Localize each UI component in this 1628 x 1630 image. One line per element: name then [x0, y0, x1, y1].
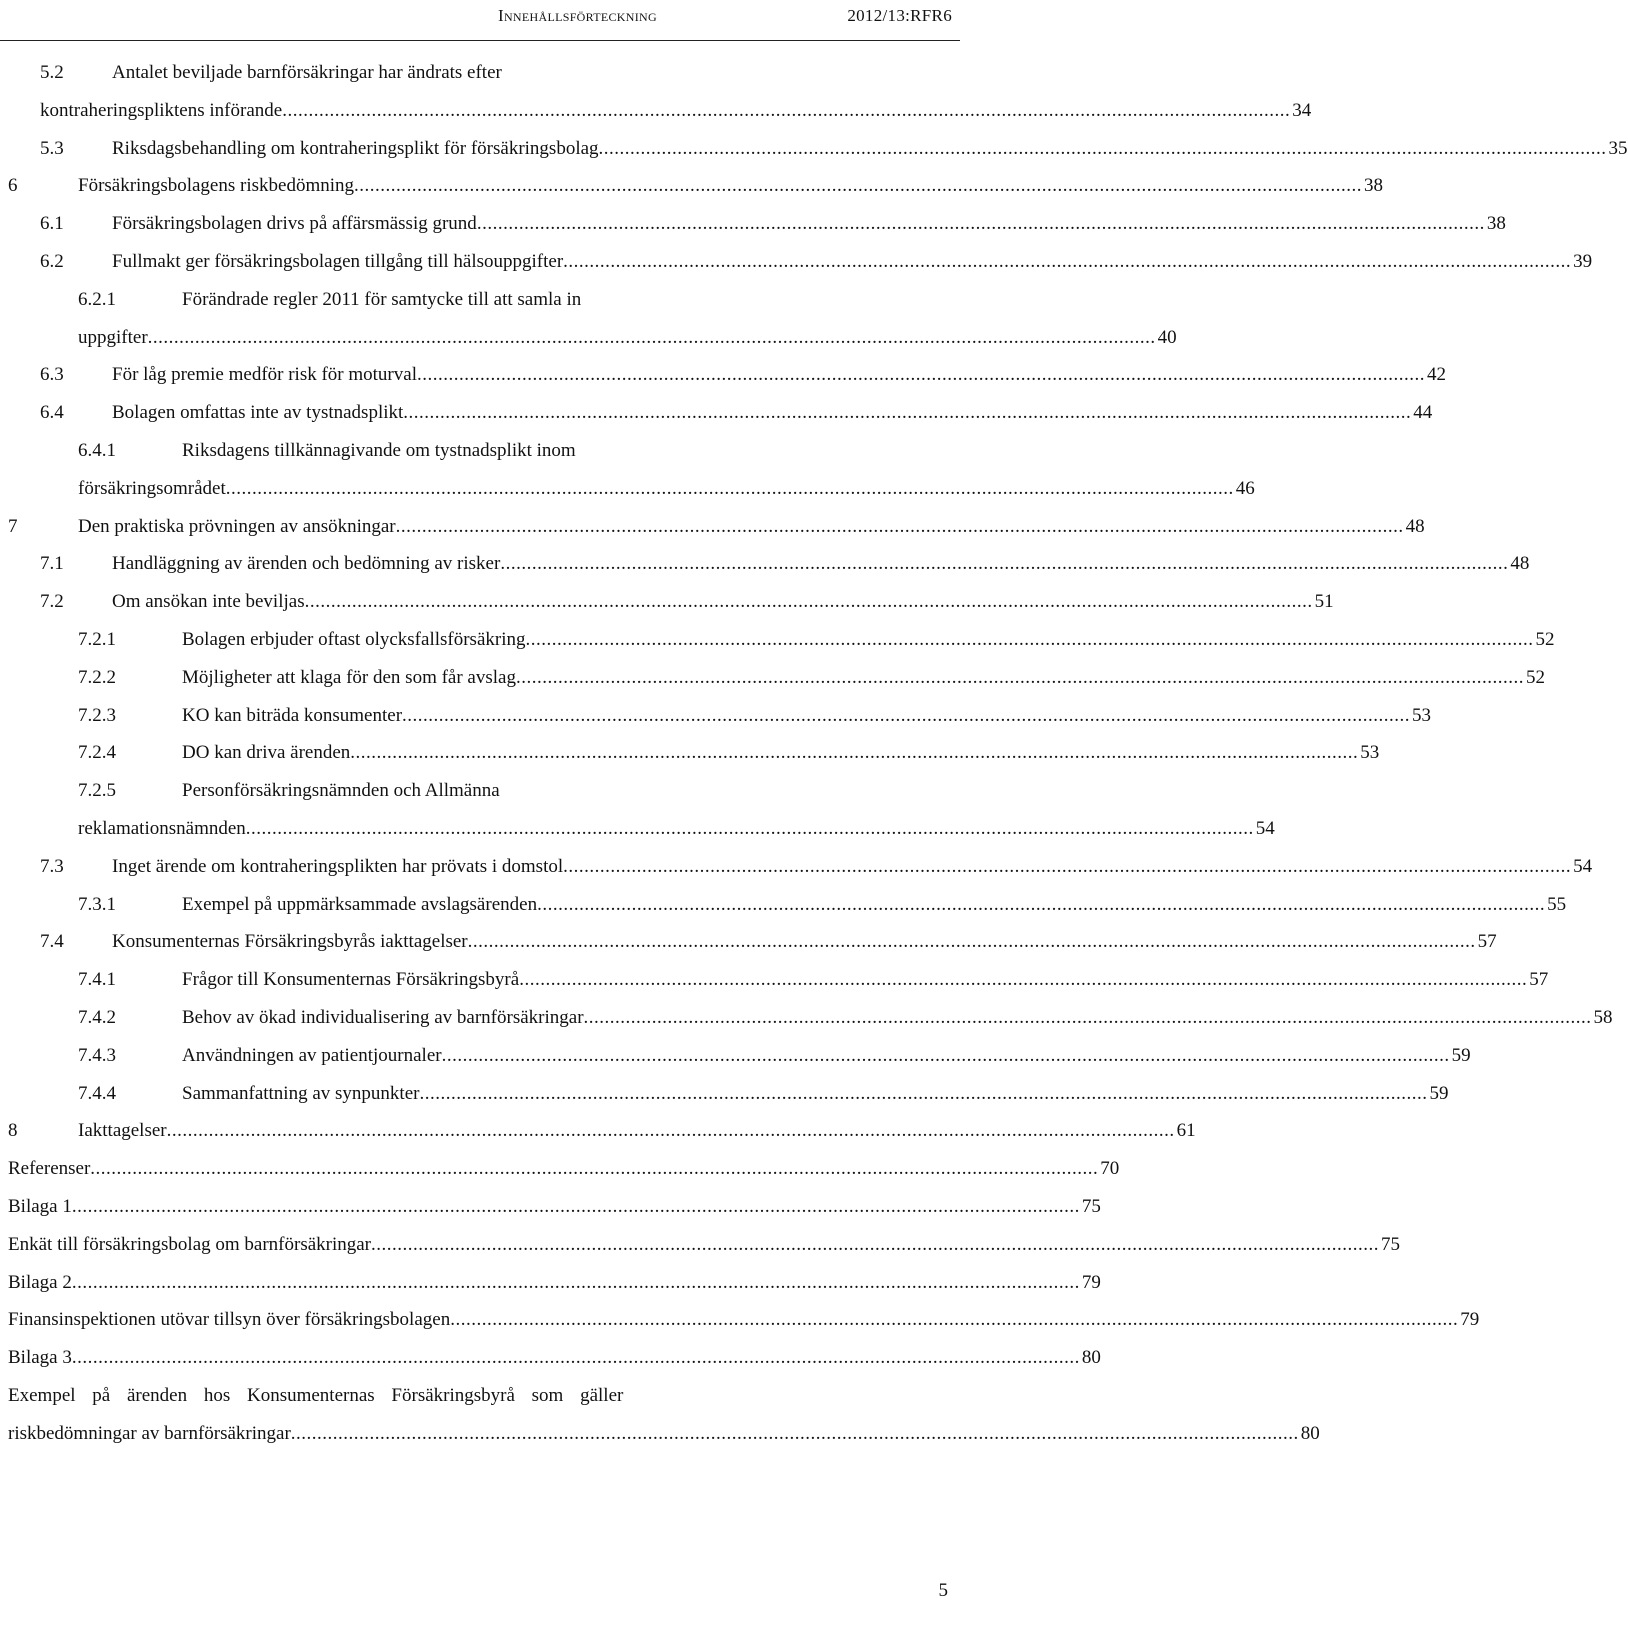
toc-entry-page: 53 [1412, 704, 1432, 726]
toc-entry[interactable] [0, 776, 728, 806]
toc-entry-page: 48 [1405, 515, 1425, 537]
toc-entry-title: Antalet beviljade barnförsäkringar har ändrats efter [112, 62, 502, 83]
toc-entry-title: Bolagen erbjuder oftast olycksfallsförsäkring [182, 629, 526, 650]
toc-entry-page: 75 [1081, 1196, 1101, 1217]
toc-entry-title: Bolagen omfattas inte av tystnadsplikt [112, 402, 404, 424]
toc-entry[interactable] [0, 927, 1497, 957]
toc-entry[interactable] [0, 171, 1384, 201]
toc-entry-page: 80 [1081, 1347, 1101, 1369]
dot-leader [226, 474, 1234, 504]
dot-leader [563, 247, 1571, 277]
toc-entry-title: Enkät till försäkringsbolag om barnförsäkringar [8, 1233, 372, 1255]
toc-entry-continuation[interactable] [0, 1419, 1320, 1449]
toc-entry-page: 58 [1593, 1007, 1613, 1028]
page-number: 5 [938, 1580, 948, 1601]
toc-entry-title: Behov av ökad individualisering av barnförsäkringar [182, 1007, 584, 1028]
toc-entry-number: 7.3.1 [78, 893, 116, 915]
header-rule [0, 40, 960, 41]
toc-entry-number: 7.2.4 [78, 742, 116, 764]
toc-entry-title: Om ansökan inte beviljas [112, 591, 305, 613]
toc-entry-title: Möjligheter att klaga för den som får avslag [182, 666, 516, 688]
toc-entry-page: 40 [1157, 326, 1177, 348]
running-header-docid: 2012/13:RFR6 [847, 6, 952, 25]
toc-entry-title: Iakttagelser [78, 1120, 167, 1142]
dot-leader [402, 701, 1410, 731]
dot-leader [371, 1230, 1379, 1260]
toc-entry-title-continued: uppgifter [78, 326, 148, 348]
toc-entry-page: 57 [1477, 931, 1497, 953]
dot-leader [417, 360, 1425, 390]
toc-entry-page: 79 [1460, 1309, 1480, 1331]
toc-entry-title: Sammanfattning av synpunkter [182, 1082, 420, 1104]
toc-entry-title: Försäkringsbolagen drivs på affärsmässig grund [112, 213, 477, 235]
toc-entry-page: 46 [1235, 477, 1255, 499]
toc-entry[interactable] [0, 663, 1545, 693]
dot-leader [396, 512, 1404, 542]
toc-entry-page: 42 [1426, 364, 1446, 386]
toc-entry[interactable] [0, 285, 728, 315]
toc-entry-number: 5.3 [40, 137, 64, 159]
dot-leader [72, 1268, 1080, 1298]
toc-entry-page: 44 [1413, 402, 1433, 424]
toc-entry[interactable] [0, 360, 1446, 390]
running-header-title: Innehållsförteckning [498, 6, 657, 25]
toc-entry-number: 7.3 [40, 855, 64, 877]
toc-entry-continuation[interactable] [0, 96, 1312, 126]
toc-entry-title: Exempel på uppmärksammade avslagsärenden [182, 893, 538, 915]
toc-entry-number: 7.2.5 [78, 780, 116, 802]
toc-entry-number: 6.2 [40, 251, 64, 272]
toc-entry-number: 7.4 [40, 931, 64, 953]
toc-entry-page: 35 [1608, 137, 1628, 159]
toc-entry[interactable] [0, 1230, 1401, 1260]
toc-entry-page: 52 [1535, 629, 1555, 650]
toc-entry-continuation[interactable] [0, 474, 1255, 504]
dot-leader [72, 1192, 1080, 1222]
dot-leader [291, 1419, 1299, 1449]
dot-leader [525, 625, 1533, 655]
toc-entry-title: Exempel på ärenden hos Konsumenternas Försäkringsbyrå som gäller [8, 1385, 624, 1406]
toc-entry-number: 7.2.1 [78, 629, 116, 650]
toc-entry-title-continued: försäkringsområdet [78, 477, 226, 499]
toc-entry-number: 5.2 [40, 62, 64, 83]
toc-entry-page: 53 [1360, 742, 1380, 764]
toc-entry-title: Fullmakt ger försäkringsbolagen tillgång till hälsouppgifter [112, 251, 564, 272]
toc-entry-number: 7.2 [40, 591, 64, 613]
toc-entry-title: Handläggning av ärenden och bedömning av risker [112, 553, 501, 575]
toc-entry[interactable] [0, 1381, 728, 1411]
toc-entry[interactable] [0, 247, 1593, 277]
toc-entry-title: Referenser [8, 1158, 91, 1180]
toc-entry-number: 7.4.3 [78, 1044, 116, 1066]
toc-entry-page: 38 [1486, 213, 1506, 235]
dot-leader [148, 323, 1156, 353]
dot-leader [516, 663, 1524, 693]
toc-entry[interactable] [0, 1116, 1196, 1146]
toc-entry-number: 6 [8, 175, 18, 197]
toc-entry-number: 6.3 [40, 364, 64, 386]
toc-entry[interactable] [0, 436, 728, 466]
toc-entry[interactable] [0, 549, 1530, 579]
toc-entry-number: 6.2.1 [78, 288, 116, 310]
toc-entry-number: 8 [8, 1120, 18, 1142]
dot-leader [354, 171, 1362, 201]
toc-entry[interactable] [0, 890, 1567, 920]
toc-entry-title: Bilaga 1 [8, 1196, 72, 1217]
toc-entry[interactable] [0, 398, 1433, 428]
toc-entry-title: Förändrade regler 2011 för samtycke till att samla in [182, 288, 582, 310]
toc-entry[interactable] [0, 1343, 1101, 1373]
toc-entry-continuation[interactable] [0, 814, 1275, 844]
toc-entry-page: 61 [1176, 1120, 1196, 1142]
toc-entry-title: Användningen av patientjournaler [182, 1044, 442, 1066]
toc-entry-page: 59 [1429, 1082, 1449, 1104]
toc-entry-number: 6.1 [40, 213, 64, 235]
dot-leader [537, 890, 1545, 920]
toc-entry-page: 54 [1573, 855, 1593, 877]
toc-entry[interactable] [0, 1268, 1101, 1298]
toc-entry-number: 7.4.4 [78, 1082, 116, 1104]
dot-leader [584, 1003, 1592, 1033]
dot-leader [167, 1116, 1175, 1146]
toc-entry-page: 55 [1547, 893, 1567, 915]
toc-entry-continuation[interactable] [0, 323, 1177, 353]
dot-leader [305, 587, 1313, 617]
toc-entry-title: Bilaga 3 [8, 1347, 72, 1369]
toc-entry[interactable] [0, 1154, 1120, 1184]
dot-leader [72, 1343, 1080, 1373]
toc-entry-page: 80 [1300, 1422, 1320, 1444]
toc-entry[interactable] [0, 965, 1549, 995]
dot-leader [500, 549, 1508, 579]
dot-leader [282, 96, 1290, 126]
toc-entry-page: 54 [1255, 818, 1275, 839]
dot-leader [403, 398, 1411, 428]
toc-entry-title-continued: reklamationsnämnden [78, 818, 246, 839]
toc-entry[interactable] [0, 701, 1432, 731]
toc-entry-page: 75 [1381, 1233, 1401, 1255]
dot-leader [246, 814, 1254, 844]
toc-entry-number: 7 [8, 515, 18, 537]
toc-entry-title-continued: riskbedömningar av barnförsäkringar [8, 1422, 291, 1444]
toc-entry-page: 51 [1314, 591, 1334, 613]
toc-entry[interactable] [0, 512, 1425, 542]
toc-entry-page: 34 [1292, 99, 1312, 121]
toc-entry-title: Bilaga 2 [8, 1271, 72, 1293]
toc-entry-number: 7.2.3 [78, 704, 116, 726]
toc-entry[interactable] [0, 1041, 1471, 1071]
toc-entry-title: Den praktiska prövningen av ansökningar [78, 515, 396, 537]
dot-leader [599, 134, 1607, 164]
toc-entry-title: Personförsäkringsnämnden och Allmänna [182, 780, 500, 802]
dot-leader [477, 209, 1485, 239]
toc-entry-page: 59 [1451, 1044, 1471, 1066]
toc-entry-number: 7.4.1 [78, 969, 116, 991]
toc-entry-page: 57 [1529, 969, 1549, 991]
toc-entry-number: 7.4.2 [78, 1007, 116, 1028]
toc-entry[interactable] [0, 1003, 1613, 1033]
dot-leader [519, 965, 1527, 995]
toc-entry-number: 7.1 [40, 553, 64, 575]
toc-entry-page: 38 [1364, 175, 1384, 197]
toc-entry[interactable] [0, 852, 1593, 882]
toc-entry-page: 52 [1525, 666, 1545, 688]
toc-entry-title: Finansinspektionen utövar tillsyn över försäkringsbolagen [8, 1309, 451, 1331]
toc-entry[interactable] [0, 1079, 1449, 1109]
toc-entry-page: 48 [1510, 553, 1530, 575]
toc-entry-page: 79 [1081, 1271, 1101, 1293]
toc-entry-title: DO kan driva ärenden [182, 742, 351, 764]
dot-leader [563, 852, 1571, 882]
dot-leader [442, 1041, 1450, 1071]
dot-leader [468, 927, 1476, 957]
toc-entry-title: KO kan biträda konsumenter [182, 704, 403, 726]
toc-entry-title: För låg premie medför risk för moturval [112, 364, 417, 386]
dot-leader [450, 1305, 1458, 1335]
toc-entry-number: 7.2.2 [78, 666, 116, 688]
toc-entry[interactable] [0, 1192, 1101, 1222]
toc-entry-page: 39 [1573, 251, 1593, 272]
toc-entry-title: Konsumenternas Försäkringsbyrås iakttagelser [112, 931, 468, 953]
dot-leader [350, 738, 1358, 768]
toc-entry[interactable] [0, 1305, 1480, 1335]
toc-entry-number: 6.4.1 [78, 440, 116, 461]
toc-entry[interactable] [0, 209, 1506, 239]
dot-leader [419, 1079, 1427, 1109]
toc-entry-title: Riksdagsbehandling om kontraheringsplikt för försäkringsbolag [112, 137, 599, 159]
toc-entry-title: Försäkringsbolagens riskbedömning [78, 175, 355, 197]
toc-entry-title-continued: kontraheringspliktens införande [40, 99, 283, 121]
toc-entry[interactable] [0, 625, 1555, 655]
toc-entry-number: 6.4 [40, 402, 64, 424]
toc-entry[interactable] [0, 587, 1334, 617]
toc-entry[interactable] [0, 738, 1380, 768]
toc-entry-title: Frågor till Konsumenternas Försäkringsbyrå [182, 969, 520, 991]
toc-entry-title: Riksdagens tillkännagivande om tystnadsplikt inom [182, 440, 576, 461]
dot-leader [90, 1154, 1098, 1184]
toc-entry[interactable] [0, 58, 728, 88]
toc-entry[interactable] [0, 134, 1628, 164]
toc-entry-title: Inget ärende om kontraheringsplikten har prövats i domstol [112, 855, 564, 877]
toc-entry-page: 70 [1100, 1158, 1120, 1180]
